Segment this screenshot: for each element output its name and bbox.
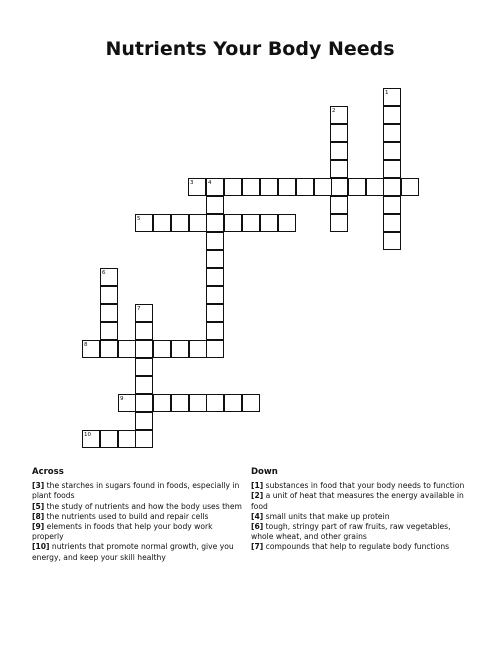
clue-number: [5]: [32, 501, 45, 511]
clue-across: [32, 502, 242, 512]
crossword-cell[interactable]: [383, 214, 401, 232]
clue-number-label: 3: [190, 180, 194, 186]
crossword-cell[interactable]: [135, 376, 153, 394]
crossword-cell[interactable]: [118, 430, 136, 448]
crossword-cell[interactable]: [383, 178, 401, 196]
clue-number-label: 4: [208, 180, 212, 186]
clue-number-label: 1: [385, 90, 389, 96]
crossword-cell[interactable]: [401, 178, 419, 196]
clue-number-label: 7: [137, 306, 141, 312]
crossword-cell[interactable]: [135, 340, 153, 358]
crossword-cell[interactable]: [135, 358, 153, 376]
clue-number: [9]: [32, 522, 45, 532]
crossword-cell[interactable]: [171, 340, 189, 358]
crossword-cell[interactable]: [100, 286, 118, 304]
crossword-cell[interactable]: [383, 106, 401, 124]
crossword-cell[interactable]: [260, 178, 278, 196]
crossword-cell[interactable]: [383, 196, 401, 214]
clue-number: [10]: [32, 542, 50, 552]
clue-down: [251, 481, 467, 491]
clue-number-label: 6: [102, 270, 106, 276]
clue-number: [7]: [251, 542, 264, 552]
crossword-cell[interactable]: [189, 394, 207, 412]
clue-across: [32, 542, 242, 562]
crossword-cell[interactable]: [135, 430, 153, 448]
crossword-cell[interactable]: [100, 322, 118, 340]
crossword-cell[interactable]: [171, 214, 189, 232]
clue-text: the study of nutrients and how the body uses them: [44, 501, 242, 511]
crossword-cell[interactable]: [330, 124, 348, 142]
crossword-cell[interactable]: [118, 394, 136, 412]
crossword-cell[interactable]: [206, 286, 224, 304]
crossword-cell[interactable]: [330, 142, 348, 160]
crossword-cell[interactable]: [224, 178, 242, 196]
clue-text: small units that make up protein: [263, 511, 390, 521]
crossword-cell[interactable]: [206, 196, 224, 214]
clue-down: [251, 512, 467, 522]
clue-down: [251, 491, 467, 511]
crossword-cell[interactable]: [242, 214, 260, 232]
clue-number: [8]: [32, 511, 45, 521]
crossword-cell[interactable]: [242, 394, 260, 412]
clue-number: [2]: [251, 491, 264, 501]
crossword-cell[interactable]: [206, 214, 224, 232]
clue-text: nutrients that promote normal growth, give you energy, and keep your skill healthy: [32, 542, 234, 562]
clue-text: elements in foods that help your body work properly: [32, 522, 213, 542]
clue-number-label: 10: [84, 432, 91, 438]
crossword-cell[interactable]: [118, 340, 136, 358]
crossword-cell[interactable]: [82, 340, 100, 358]
crossword-cell[interactable]: [330, 178, 348, 196]
clue-text: compounds that help to regulate body functions: [263, 542, 450, 552]
crossword-cell[interactable]: [348, 178, 366, 196]
clue-down: [251, 542, 467, 552]
crossword-cell[interactable]: [383, 232, 401, 250]
crossword-cell[interactable]: [171, 394, 189, 412]
clue-number-label: 9: [120, 396, 124, 402]
crossword-cell[interactable]: [206, 232, 224, 250]
crossword-cell[interactable]: [206, 394, 224, 412]
crossword-cell[interactable]: [383, 88, 401, 106]
clue-number: [6]: [251, 522, 264, 532]
crossword-cell[interactable]: [383, 160, 401, 178]
crossword-cell[interactable]: [330, 196, 348, 214]
crossword-cell[interactable]: [82, 430, 100, 448]
crossword-cell[interactable]: [206, 322, 224, 340]
crossword-cell[interactable]: [189, 214, 207, 232]
clue-number-label: 5: [137, 216, 141, 222]
crossword-cell[interactable]: [296, 178, 314, 196]
clue-number: [4]: [251, 511, 264, 521]
crossword-cell[interactable]: [100, 430, 118, 448]
crossword-cell[interactable]: [383, 124, 401, 142]
crossword-cell[interactable]: [206, 250, 224, 268]
clue-text: tough, stringy part of raw fruits, raw vegetables, whole wheat, and other grains: [251, 522, 451, 542]
clue-text: a unit of heat that measures the energy available in food: [251, 491, 464, 511]
crossword-cell[interactable]: [188, 178, 206, 196]
crossword-cell[interactable]: [206, 268, 224, 286]
crossword-cell[interactable]: [135, 412, 153, 430]
crossword-cell[interactable]: [100, 340, 118, 358]
crossword-cell[interactable]: [224, 214, 242, 232]
clue-number-label: 8: [84, 342, 88, 348]
clue-across: [32, 481, 242, 501]
crossword-cell[interactable]: [260, 214, 278, 232]
crossword-cell[interactable]: [366, 178, 384, 196]
crossword-cell[interactable]: [330, 214, 348, 232]
clue-text: substances in food that your body needs to function: [263, 481, 465, 491]
across-heading: Across: [32, 467, 64, 477]
crossword-cell[interactable]: [224, 394, 242, 412]
crossword-cell[interactable]: [383, 142, 401, 160]
crossword-cell[interactable]: [206, 178, 224, 196]
crossword-cell[interactable]: [100, 304, 118, 322]
clue-across: [32, 522, 242, 542]
crossword-cell[interactable]: [100, 268, 118, 286]
crossword-cell[interactable]: [278, 178, 296, 196]
crossword-cell[interactable]: [314, 178, 332, 196]
clue-text: the nutrients used to build and repair cells: [44, 511, 209, 521]
crossword-cell[interactable]: [135, 322, 153, 340]
across-clues: [32, 467, 242, 563]
crossword-cell[interactable]: [206, 304, 224, 322]
crossword-cell[interactable]: [206, 340, 224, 358]
clue-number: [3]: [32, 481, 45, 491]
clue-across: [32, 512, 242, 522]
crossword-cell[interactable]: [153, 214, 171, 232]
clue-down: [251, 522, 467, 542]
crossword-cell[interactable]: [330, 160, 348, 178]
crossword-cell[interactable]: [278, 214, 296, 232]
page-title: Nutrients Your Body Needs: [105, 38, 395, 60]
down-clues: [251, 467, 467, 553]
clue-number: [1]: [251, 481, 264, 491]
crossword-cell[interactable]: [330, 106, 348, 124]
crossword-cell[interactable]: [135, 394, 153, 412]
crossword-cell[interactable]: [153, 394, 171, 412]
clue-text: the starches in sugars found in foods, especially in plant foods: [32, 481, 240, 501]
crossword-cell[interactable]: [135, 214, 153, 232]
clue-number-label: 2: [332, 108, 336, 114]
crossword-cell[interactable]: [153, 340, 171, 358]
crossword-cell[interactable]: [242, 178, 260, 196]
crossword-cell[interactable]: [135, 304, 153, 322]
crossword-cell[interactable]: [189, 340, 207, 358]
down-heading: Down: [251, 467, 278, 477]
